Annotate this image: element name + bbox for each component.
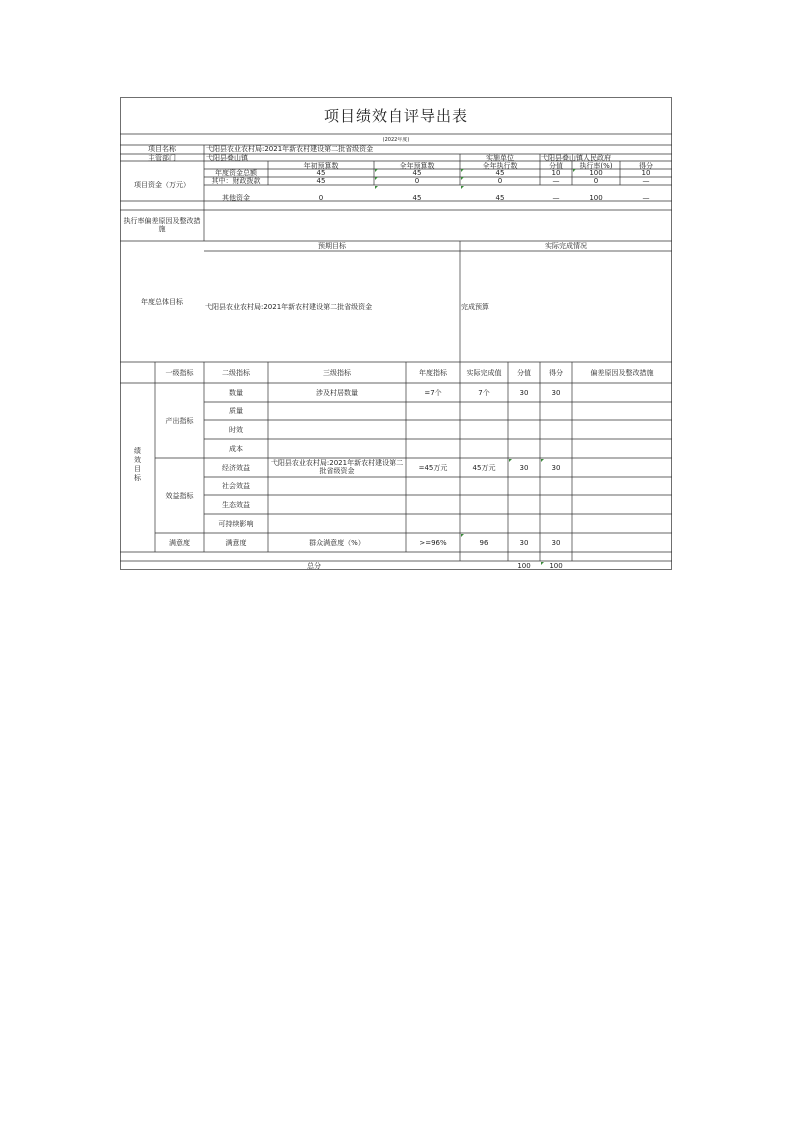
cell-marker — [541, 459, 544, 462]
level2-cell: 可持续影响 — [218, 520, 254, 528]
funds-cell: 45 — [495, 169, 505, 177]
funds-cell: 10 — [551, 169, 561, 177]
score-max-cell: 30 — [519, 464, 529, 472]
level1-benefit: 效益指标 — [165, 492, 194, 500]
actual-cell: 7个 — [478, 389, 490, 397]
funds-cell: 0 — [414, 177, 420, 185]
self-evaluation-sheet — [120, 97, 672, 570]
funds-row-label: 其他资金 — [222, 194, 250, 202]
funds-header: 年初预算数 — [303, 162, 339, 170]
actual-goal-value: 完成预算 — [461, 303, 489, 311]
funds-cell: 0 — [318, 194, 324, 202]
funds-row-label: 其中：财政拨款 — [211, 177, 261, 185]
funds-cell: 45 — [495, 194, 505, 202]
indicator-header: 三级指标 — [323, 369, 351, 377]
performance-goal-side-label: 绩效目标 — [134, 447, 141, 482]
funds-cell: — — [642, 177, 650, 185]
impl-unit-value: 弋阳县叠山镇人民政府 — [541, 154, 611, 162]
indicator-header: 偏差原因及整改措施 — [590, 369, 654, 377]
expected-goal-value: 弋阳县农业农村局:2021年新农村建设第二批省级资金 — [205, 303, 373, 311]
cell-marker — [461, 186, 464, 189]
level2-cell: 经济效益 — [222, 464, 250, 472]
level3-cell: 群众满意度（%） — [309, 539, 365, 547]
level2-cell: 生态效益 — [222, 501, 250, 509]
funds-cell: 45 — [316, 177, 326, 185]
level2-cell: 数量 — [229, 389, 243, 397]
indicator-header: 一级指标 — [165, 369, 194, 377]
funds-cell: 100 — [589, 169, 603, 177]
level3-cell: 弋阳县农业农村局:2021年新农村建设第二批省级资金 — [270, 459, 404, 475]
funds-cell: 45 — [316, 169, 326, 177]
dept-value: 弋阳县叠山镇 — [206, 154, 248, 162]
funds-header: 分值 — [549, 162, 563, 170]
total-score: 100 — [549, 562, 563, 570]
funds-header: 全年执行数 — [482, 162, 518, 170]
funds-cell: 0 — [497, 177, 503, 185]
expected-goal-header: 预期目标 — [318, 242, 346, 250]
funds-row-label: 年度资金总额 — [215, 169, 257, 177]
target-cell: >=96% — [419, 539, 447, 547]
score-max-cell: 30 — [519, 389, 529, 397]
level2-cell: 成本 — [229, 445, 243, 453]
funds-cell: 10 — [641, 169, 651, 177]
cell-marker — [541, 562, 544, 565]
target-cell: =7个 — [424, 389, 442, 397]
funds-header: 全年预算数 — [399, 162, 435, 170]
level2-cell: 时效 — [229, 426, 243, 434]
level1-satisfaction: 满意度 — [169, 539, 190, 547]
score-cell: 30 — [551, 464, 561, 472]
level1-output: 产出指标 — [165, 417, 194, 425]
year-note: (2022年度) — [382, 137, 410, 143]
project-name-value: 弋阳县农业农村局:2021年新农村建设第二批省级资金 — [206, 145, 374, 153]
project-name-label: 项目名称 — [148, 145, 176, 153]
level2-cell: 社会效益 — [222, 482, 250, 490]
indicator-header: 年度指标 — [419, 369, 447, 377]
funds-cell: — — [642, 194, 650, 202]
level3-cell: 涉及村居数量 — [316, 389, 358, 397]
score-cell: 30 — [551, 389, 561, 397]
dept-label: 主管部门 — [148, 154, 176, 162]
actual-goal-header: 实际完成情况 — [545, 242, 587, 250]
funds-cell: — — [552, 194, 560, 202]
cell-marker — [509, 459, 512, 462]
impl-unit-label: 实施单位 — [486, 154, 514, 162]
indicator-header: 实际完成值 — [466, 369, 502, 377]
funds-cell: 45 — [412, 169, 422, 177]
cell-marker — [461, 177, 464, 180]
annual-goal-label: 年度总体目标 — [141, 298, 183, 306]
deviation-label: 执行率偏差原因及整改措施 — [123, 217, 201, 233]
target-cell: =45万元 — [418, 464, 448, 472]
funds-header: 执行率(%) — [579, 162, 613, 170]
funds-header: 得分 — [639, 162, 653, 170]
level2-cell: 满意度 — [225, 539, 247, 547]
cell-marker — [375, 169, 378, 172]
cell-marker — [375, 177, 378, 180]
indicator-header: 得分 — [549, 369, 563, 377]
indicator-header: 二级指标 — [222, 369, 250, 377]
cell-marker — [573, 169, 576, 172]
funds-cell: 0 — [593, 177, 599, 185]
funds-cell: — — [552, 177, 560, 185]
actual-cell: 96 — [479, 539, 489, 547]
level2-cell: 质量 — [229, 407, 243, 415]
cell-marker — [461, 534, 464, 537]
indicator-header: 分值 — [517, 369, 531, 377]
cell-marker — [461, 169, 464, 172]
cell-marker — [375, 186, 378, 189]
total-score-max: 100 — [517, 562, 531, 570]
total-label: 总分 — [307, 562, 321, 570]
funds-cell: 45 — [412, 194, 422, 202]
score-max-cell: 30 — [519, 539, 529, 547]
funds-label: 项目资金（万元） — [134, 181, 190, 189]
funds-cell: 100 — [589, 194, 603, 202]
score-cell: 30 — [551, 539, 561, 547]
sheet-title: 项目绩效自评导出表 — [323, 107, 468, 125]
actual-cell: 45万元 — [472, 464, 496, 472]
